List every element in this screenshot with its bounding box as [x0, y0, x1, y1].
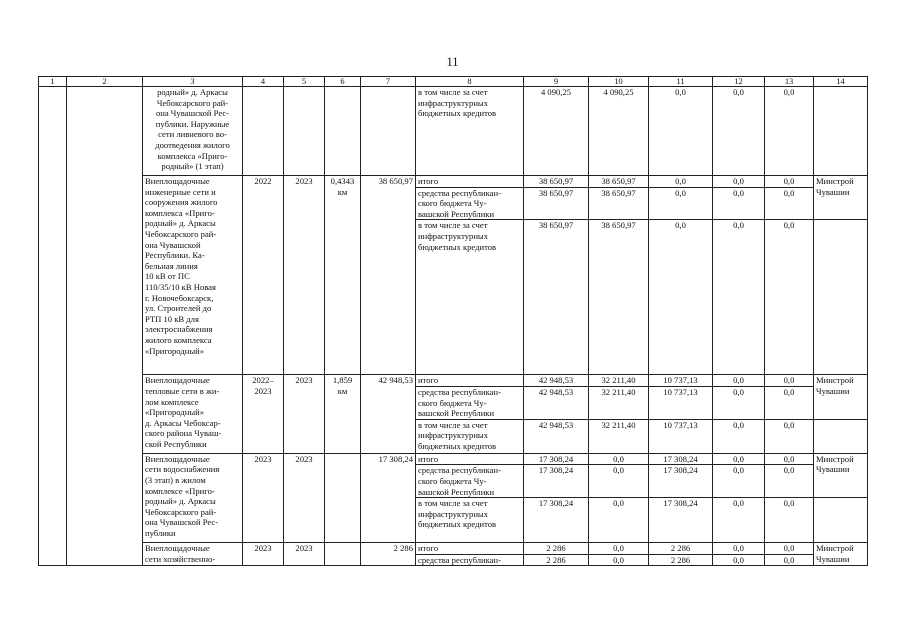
table-row [39, 176, 868, 188]
column-header: 12 [713, 77, 765, 87]
amount-cell: 32 211,40 [589, 375, 649, 387]
end-year-cell: 2023 [284, 375, 325, 453]
column-header: 2 [67, 77, 143, 87]
object-name-cell: Внеплощадочные сети хозяйственно- [143, 543, 243, 566]
amount-cell: 0,0 [713, 453, 765, 465]
funding-source-cell: в том числе за счет инфраструктурных бюджетных кредитов [416, 220, 524, 375]
funding-source-cell: итого [416, 375, 524, 387]
column-header: 9 [524, 77, 589, 87]
executor-cell: Минстрой Чувашии [814, 453, 868, 497]
amount-cell: 0,0 [589, 498, 649, 543]
amount-cell: 0,0 [765, 419, 814, 453]
amount-cell: 17 308,24 [524, 498, 589, 543]
amount-cell: 0,0 [765, 220, 814, 375]
amount-cell: 0,0 [765, 465, 814, 498]
column-header: 5 [284, 77, 325, 87]
amount-cell: 0,0 [765, 386, 814, 419]
table-row [39, 375, 868, 387]
page-number: 11 [446, 55, 459, 69]
start-year-cell: 2022 [243, 176, 284, 375]
amount-cell: 0,0 [765, 543, 814, 555]
amount-cell: 38 650,97 [589, 187, 649, 220]
amount-cell: 0,0 [713, 554, 765, 566]
investment-objects-table [38, 76, 868, 566]
funding-source-cell: итого [416, 543, 524, 555]
amount-cell: 10 737,13 [649, 419, 713, 453]
funding-source-cell: средства республикан- [416, 554, 524, 566]
amount-cell: 17 308,24 [649, 465, 713, 498]
column-header: 11 [649, 77, 713, 87]
amount-cell: 2 286 [649, 554, 713, 566]
amount-cell: 10 737,13 [649, 386, 713, 419]
capacity-cell [325, 87, 361, 176]
funding-source-cell: итого [416, 453, 524, 465]
amount-cell: 0,0 [649, 176, 713, 188]
funding-source-cell: средства республикан- ского бюджета Чу- вашской Республики [416, 187, 524, 220]
amount-cell: 0,0 [713, 375, 765, 387]
amount-cell: 32 211,40 [589, 419, 649, 453]
executor-cell: Минстрой Чувашии [814, 176, 868, 220]
amount-cell: 17 308,24 [649, 453, 713, 465]
amount-cell: 0,0 [713, 187, 765, 220]
amount-cell: 42 948,53 [524, 375, 589, 387]
executor-cell: Минстрой Чувашии [814, 375, 868, 419]
amount-cell: 0,0 [765, 187, 814, 220]
cost-cell: 38 650,97 [361, 176, 416, 375]
object-name-cell: Внеплощадочные тепловые сети в жи- лом комплексе «Пригородный» д. Аркасы Чебоксар- ского района Чуваш- ской Республики [143, 375, 243, 453]
amount-cell: 0,0 [713, 419, 765, 453]
executor-cell [814, 419, 868, 453]
capacity-cell [325, 453, 361, 542]
end-year-cell [284, 87, 325, 176]
start-year-cell [243, 87, 284, 176]
funding-source-cell: средства республикан- ского бюджета Чу- вашской Республики [416, 386, 524, 419]
column-header: 13 [765, 77, 814, 87]
amount-cell: 4 090,25 [589, 87, 649, 176]
executor-cell [814, 498, 868, 543]
amount-cell: 0,0 [589, 465, 649, 498]
executor-cell [814, 220, 868, 375]
column-header: 3 [143, 77, 243, 87]
capacity-cell [325, 543, 361, 566]
amount-cell: 0,0 [589, 543, 649, 555]
amount-cell: 38 650,97 [524, 176, 589, 188]
amount-cell: 0,0 [713, 386, 765, 419]
amount-cell: 17 308,24 [524, 465, 589, 498]
executor-cell [814, 87, 868, 176]
cell-col1 [39, 87, 67, 566]
end-year-cell: 2023 [284, 176, 325, 375]
amount-cell: 17 308,24 [649, 498, 713, 543]
amount-cell: 0,0 [765, 498, 814, 543]
amount-cell: 4 090,25 [524, 87, 589, 176]
amount-cell: 42 948,53 [524, 419, 589, 453]
amount-cell: 38 650,97 [524, 187, 589, 220]
amount-cell: 0,0 [649, 187, 713, 220]
amount-cell: 0,0 [765, 375, 814, 387]
amount-cell: 2 286 [524, 543, 589, 555]
start-year-cell: 2023 [243, 543, 284, 566]
funding-source-cell: в том числе за счет инфраструктурных бюджетных кредитов [416, 498, 524, 543]
amount-cell: 0,0 [765, 176, 814, 188]
amount-cell: 38 650,97 [589, 220, 649, 375]
amount-cell: 32 211,40 [589, 386, 649, 419]
column-header: 10 [589, 77, 649, 87]
start-year-cell: 2023 [243, 453, 284, 542]
object-name-cell: Внеплощадочные сети водоснабжения (3 этап) в жилом комплексе «Приго- родный» д. Аркасы Чебоксарского рай- она Чувашской Рес- публики [143, 453, 243, 542]
cell-col2 [67, 87, 143, 566]
object-name-cell: родный» д. Аркасы Чебоксарского рай- она Чувашской Рес- публики. Наружные сети ливневого во- доотведения жилого комплекса «Приго- родный» (1 этап) [143, 87, 243, 176]
capacity-cell: 1,859 км [325, 375, 361, 453]
funding-source-cell: итого [416, 176, 524, 188]
cost-cell: 42 948,53 [361, 375, 416, 453]
funding-source-cell: средства республикан- ского бюджета Чу- вашской Республики [416, 465, 524, 498]
amount-cell: 0,0 [713, 465, 765, 498]
column-header: 1 [39, 77, 67, 87]
table-row [39, 543, 868, 555]
table-row [39, 87, 868, 176]
amount-cell: 0,0 [713, 543, 765, 555]
table-row [39, 453, 868, 465]
amount-cell: 42 948,53 [524, 386, 589, 419]
cost-cell: 17 308,24 [361, 453, 416, 542]
column-header: 14 [814, 77, 868, 87]
amount-cell: 10 737,13 [649, 375, 713, 387]
start-year-cell: 2022– 2023 [243, 375, 284, 453]
object-name-cell: Внеплощадочные инженерные сети и сооружения жилого комплекса «Приго- родный» д. Аркасы Чебоксарского рай- она Чувашской Республики. Ка- бельная линия 10 кВ от ПС 110/35/10 кВ Новая г. Новочебоксарск, ул. Строителей до РТП 10 кВ для электроснабжения жилого комплекса «Пригородный» [143, 176, 243, 375]
column-header: 8 [416, 77, 524, 87]
end-year-cell: 2023 [284, 453, 325, 542]
amount-cell: 0,0 [589, 453, 649, 465]
cost-cell [361, 87, 416, 176]
amount-cell: 17 308,24 [524, 453, 589, 465]
column-header: 6 [325, 77, 361, 87]
amount-cell: 0,0 [589, 554, 649, 566]
amount-cell: 38 650,97 [524, 220, 589, 375]
amount-cell: 2 286 [524, 554, 589, 566]
column-header: 7 [361, 77, 416, 87]
executor-cell: Минстрой Чувашии [814, 543, 868, 566]
amount-cell: 0,0 [649, 220, 713, 375]
amount-cell: 0,0 [765, 554, 814, 566]
amount-cell: 0,0 [649, 87, 713, 176]
amount-cell: 38 650,97 [589, 176, 649, 188]
end-year-cell: 2023 [284, 543, 325, 566]
amount-cell: 2 286 [649, 543, 713, 555]
amount-cell: 0,0 [713, 176, 765, 188]
column-header: 4 [243, 77, 284, 87]
amount-cell: 0,0 [765, 87, 814, 176]
amount-cell: 0,0 [713, 498, 765, 543]
amount-cell: 0,0 [713, 220, 765, 375]
amount-cell: 0,0 [713, 87, 765, 176]
funding-source-cell: в том числе за счет инфраструктурных бюджетных кредитов [416, 419, 524, 453]
funding-source-cell: в том числе за счет инфраструктурных бюджетных кредитов [416, 87, 524, 176]
capacity-cell: 0,4343 км [325, 176, 361, 375]
amount-cell: 0,0 [765, 453, 814, 465]
column-number-row [39, 77, 868, 87]
cost-cell: 2 286 [361, 543, 416, 566]
